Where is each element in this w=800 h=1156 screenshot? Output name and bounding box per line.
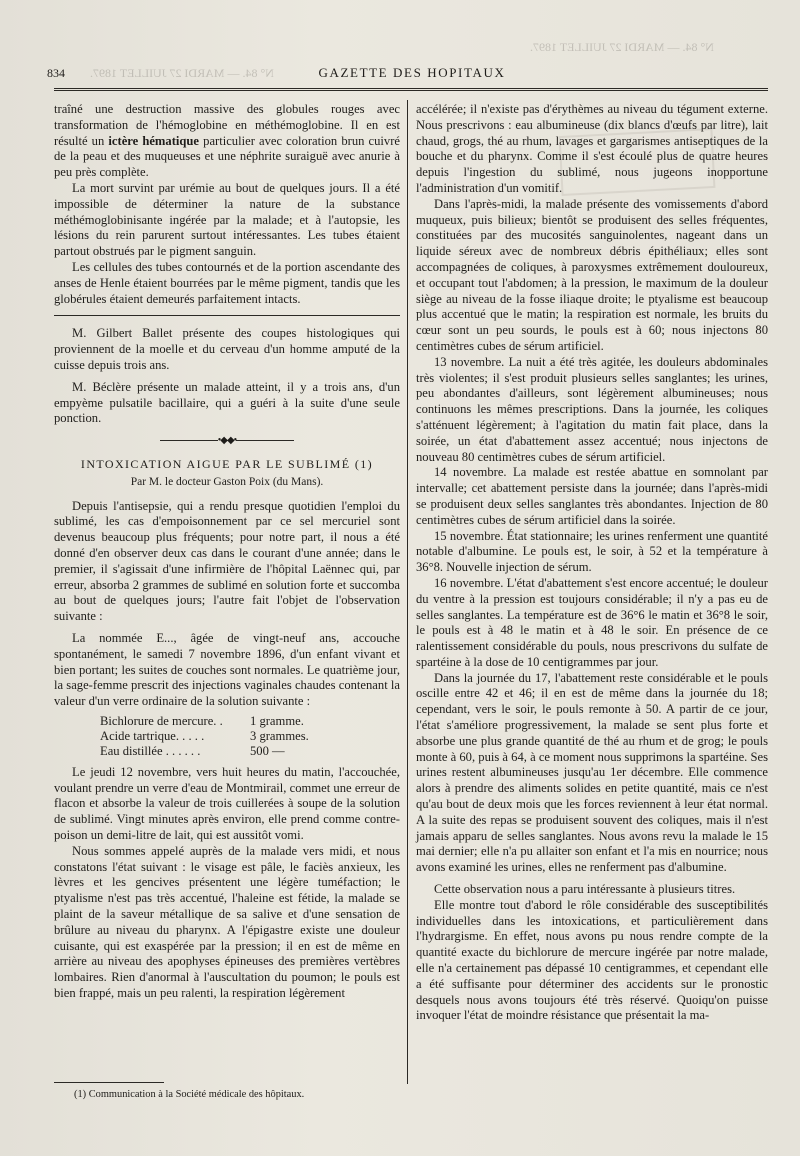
paragraph: Elle montre tout d'abord le rôle considérable des susceptibilités individuelles dans les intoxications, et particulièrement dans l'hydrargisme. En effet, nous avons pu nous rendre compte de la quantité exacte du bichlorure de mercure ingérée par notre malade, elle n'a certainement pas dépassé 10 centigrammes, et cependant elle a été suffisante pour déterminer des accidents sur le pronostic desquels nous avons toujours été très réservé. Quoiqu'on puisse invoquer l'état de moindre résistance que présentait la ma-	[416, 897, 768, 1023]
paragraph: Le jeudi 12 novembre, vers huit heures du matin, l'accouchée, voulant prendre un verre d'eau de Montmirail, commet une erreur de flacon et absorbe la valeur de trois cuillerées à soupe de la solution de sublimé. Vingt minutes après environ, elle prend comme contre-poison un demi-litre de lait, qui est aussitôt vomi.	[54, 764, 400, 843]
column-divider	[407, 100, 408, 1084]
paragraph: Nous sommes appelé auprès de la malade vers midi, et nous constatons l'état suivant : le visage est pâle, le faciès anxieux, les lèvres et les gencives présentent une légère tuméfaction; le ptyalisme n'est pas très accentué, l'haleine est fétide, la malade se plaint de la saveur métallique de sa salive et d'une sensation de brûlure au niveau du pharynx. A l'épigastre existe une douleur cuisante, qui est exaspérée par la pression; il en est de même en arrière au niveau des apophyses épineuses des premières vertèbres lombaires. Rien d'anormal à l'auscultation du poumon; le pouls est bien frappé, mais un peu ralenti, la respiration légèrement	[54, 843, 400, 1001]
paragraph: 14 novembre. La malade est restée abattue en somnolant par intervalle; cet abattement persiste dans la journée; dans l'après-midi se produisent deux selles sanglantes très abondantes. Injection de 80 centimètres cubes de sérum artificiel dans la soirée.	[416, 465, 768, 527]
formula-row: Eau distillée . . . . . . 500 —	[100, 743, 285, 758]
bleed-through-text-right: N° 84. — MARDI 27 JUILLET 1897.	[530, 40, 714, 54]
bleed-through-text-left: N° 84. — MARDI 27 JUILLET 1897.	[90, 66, 274, 80]
ornament-divider: •◆◆•	[54, 433, 400, 449]
paragraph: M. Béclère présente un malade atteint, il y a trois ans, d'un empyème pulsatile bacillaire, qui a guéri à la suite d'une seule ponction.	[54, 379, 400, 426]
paragraph: 13 novembre. La nuit a été très agitée, les douleurs abdominales très violentes; il s'est produit plusieurs selles sanglantes; les urines, peu abondantes d'ailleurs, sont légèrement albumineuses; nous continuons les mêmes prescriptions. Dans la journée, les coliques s'atténuent légèrement; à l'agitation du matin fait place, dans la soirée, un état d'abattement assez accentué; nous injectons de nouveau 80 centimètres cubes de sérum artificiel.	[416, 354, 768, 464]
paragraph: accélérée; il n'existe pas d'érythèmes au niveau du tégument externe. Nous prescrivons : eau albumineuse (dix blancs d'œufs par litre), lait chaud, grogs, thé au rhum, lavages et gargarismes antiseptiques de la bouche et du pharynx. Comme il s'est écoulé plus de quatre heures depuis l'ingestion du sublimé, nous jugeons inopportune l'administration d'un vomitif.	[416, 102, 768, 195]
paragraph: M. Gilbert Ballet présente des coupes histologiques qui proviennent de la moelle et du cerveau d'un homme amputé de la cuisse depuis trois ans.	[54, 326, 400, 372]
paragraph: 16 novembre. L'état d'abattement s'est encore accentué; le douleur du ventre à la pression est toujours considérable; il n'y a pas eu de selles sanglantes. La température est de 36°6 le matin et 36°8 le soir, le pouls est à 48 le matin et à 48 le soir. En présence de ce ralentissement considérable du pouls, nous prescrivons du sulfate de spartéine à la dose de 10 centigrammes par jour.	[416, 575, 768, 669]
footnote: (1) Communication à la Société médicale des hôpitaux.	[74, 1089, 305, 1100]
header-rule	[54, 88, 768, 91]
journal-title: GAZETTE DES HOPITAUX	[318, 65, 506, 80]
left-column	[54, 102, 400, 1002]
paragraph: Cette observation nous a paru intéressante à plusieurs titres.	[434, 882, 736, 897]
article-title: INTOXICATION AIGUE PAR LE SUBLIMÉ (1)	[80, 456, 374, 471]
formula-row: Acide tartrique. . . . . 3 grammes.	[100, 728, 309, 743]
paragraph: Depuis l'antisepsie, qui a rendu presque quotidien l'emploi du sublimé, les cas d'empoisonnement par ce sel mercuriel sont devenus beaucoup plus fréquents; pour notre part, il nous a été donné d'en observer deux cas dans le courant d'une année; dans le premier, il s'agissait d'une infirmière de l'hôpital Laënnec qui, par erreur, absorba 2 grammes de sublimé en solution forte et succomba au bout de quelques jours; l'autre fait l'objet de l'observation suivante :	[54, 498, 400, 624]
paragraph: traîné une destruction massive des globules rouges avec transformation de l'hémoglobine en méthémoglobine. Il en est résulté un ictère hématique particulier avec coloration brun cuivré de la peau et des muqueuses et une néphrite suraiguë avec anurie à peu près complète.	[54, 102, 401, 180]
article-author: Par M. le docteur Gaston Poix (du Mans).	[130, 475, 324, 488]
footnote-rule	[54, 1082, 164, 1083]
prescription-formula	[100, 714, 400, 759]
paragraph: La mort survint par urémie au bout de quelques jours. Il a été impossible de déterminer la nature de la substance méthémoglobinisante ingérée par la malade; et à l'autopsie, les lésions du rein parurent surtout intéressantes. Les tubes étaient partout obstrués par le pigment sanguin.	[54, 180, 400, 259]
page-header	[44, 62, 780, 84]
right-column	[416, 102, 768, 1024]
paragraph: Dans l'après-midi, la malade présente des vomissements d'abord muqueux, puis bilieux; bientôt se produisent des selles fréquentes, constituées par des mucosités sanguinolentes, nageant dans un liquide séreux avec de nombreux débris épithéliaux; elles sont accompagnées de coliques, à paroxysmes extrêmement douloureux, et occupant tout l'abdomen; à la pression, le maximum de la douleur siège au niveau de la fosse iliaque droite; le ptyalisme est beaucoup plus accentué que le matin; la respiration est normale, les bruits du cœur sont un peu sourds, le pouls est à 60; nous injectons 80 centimètres cubes de sérum artificiel.	[416, 196, 768, 353]
paragraph: Les cellules des tubes contournés et de la portion ascendante des anses de Henle étaient bourrées par le même pigment, tandis que les globérules étaient demeurés parfaitement intacts.	[54, 259, 400, 306]
page-number: 834	[47, 66, 65, 80]
paragraph: 15 novembre. État stationnaire; les urines renferment une quantité notable d'albumine. Le pouls est, le soir, à 52 et la température à 36°8. Nouvelle injection de sérum.	[416, 528, 768, 575]
paragraph: Dans la journée du 17, l'abattement reste considérable et le pouls oscille entre 42 et 46; il en est de même dans la journée du 18; cependant, vers le soir, le pouls remonte à 50. A partir de ce jour, l'état s'améliore progressivement, la malade se sent plus forte et absorbe une plus grande quantité de thé au rhum et de grog; le pouls monte à 60, puis à 64, à ce moment nous supprimons la spartéine. Ses urines restent albumineuses jusqu'au 1er décembre. Elle commence alors à prendre des aliments solides en petite quantité, mais ce n'est qu'au bout de deux mois que les forces reviennent à leur état normal. A la suite des repas se produisent souvent des coliques, mais il n'est jamais apparu de selles sanglantes. Nous avons revu la malade le 15 mai dernier; elle n'a pu allaiter son enfant et l'a mis en nourrice; nous avons examiné les urines, elles ne renferment pas d'albumine.	[416, 670, 768, 875]
formula-row: Bichlorure de mercure. . 1 gramme.	[100, 713, 304, 728]
separator-line	[54, 315, 400, 316]
paragraph: La nommée E..., âgée de vingt-neuf ans, accouche spontanément, le samedi 7 novembre 1896, d'un enfant vivant et bien portant; les suites de couches sont normales. Le quatrième jour, la sage-femme prescrit des injections vaginales chaudes contenant la valeur d'un verre ordinaire de la solution suivante :	[54, 630, 400, 709]
emphasis-term: ictère hématique	[108, 133, 200, 148]
